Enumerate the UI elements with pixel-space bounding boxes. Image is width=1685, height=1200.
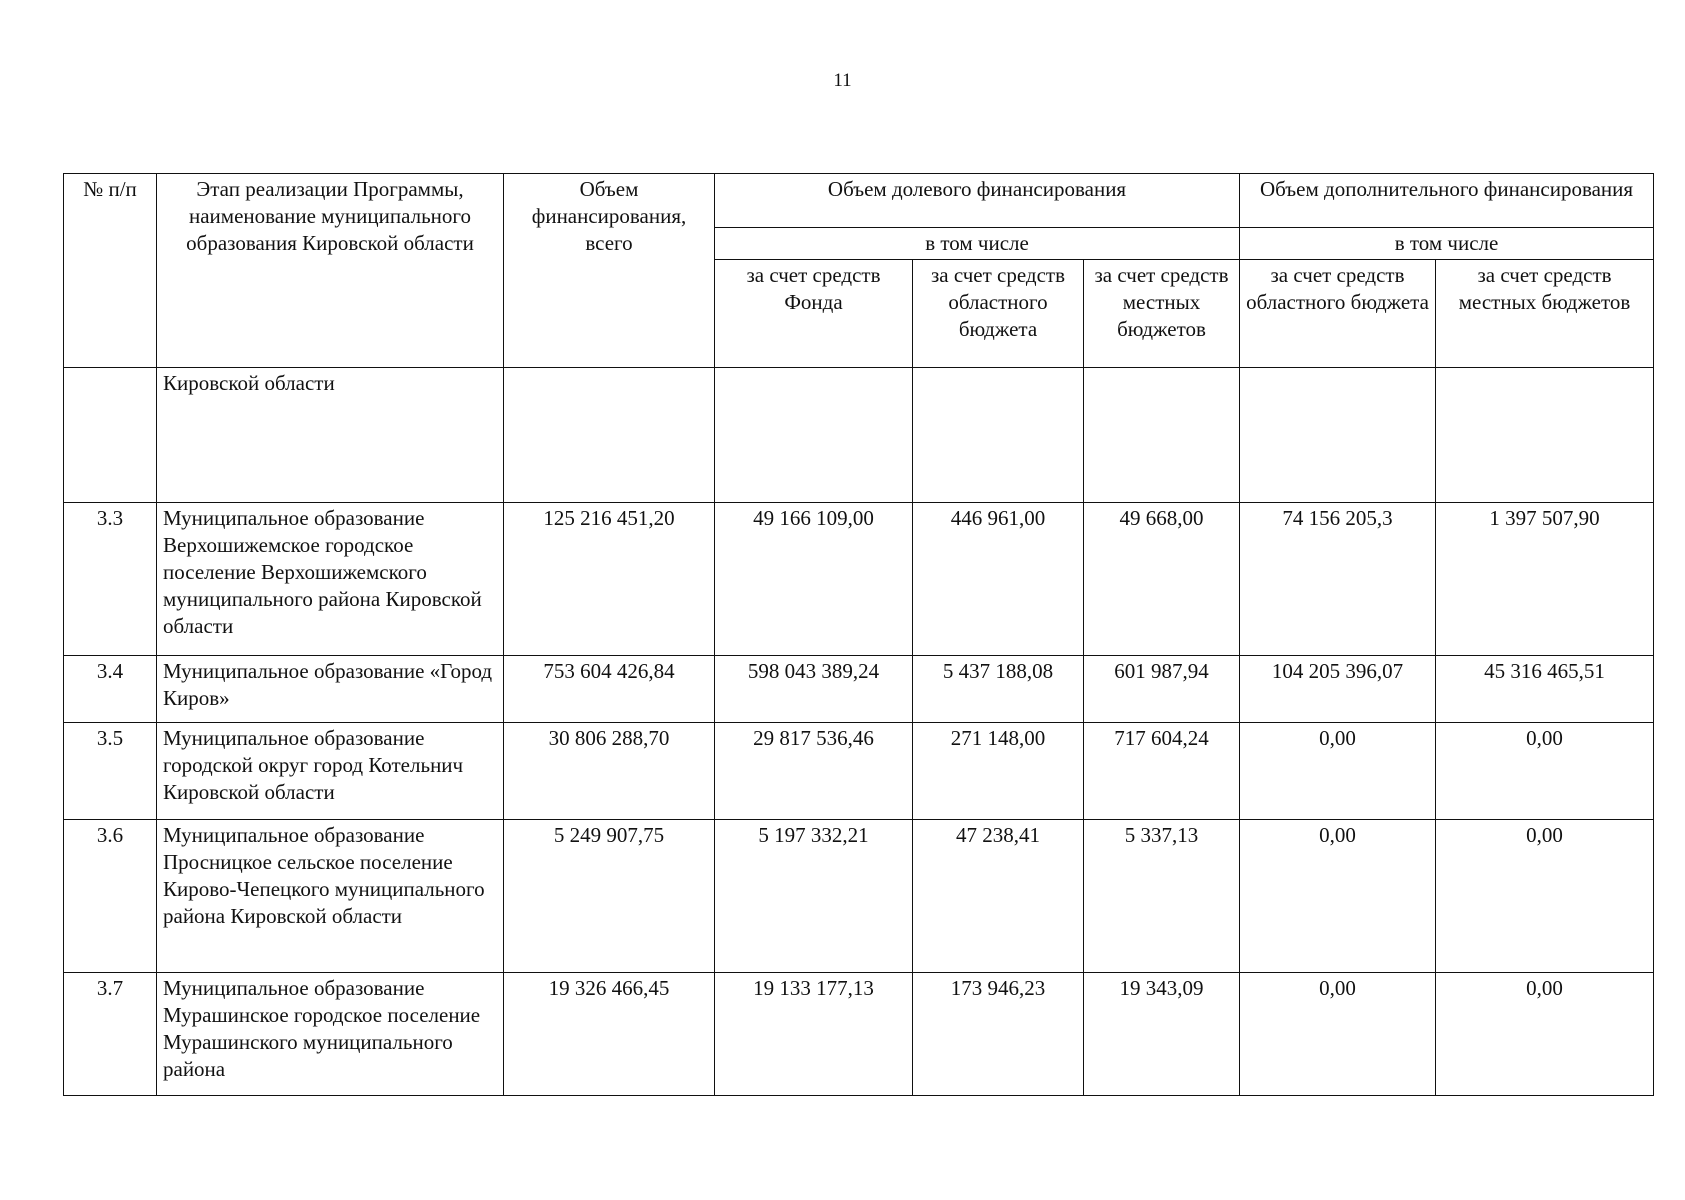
cell-regional: 446 961,00	[913, 503, 1084, 656]
cell-local: 49 668,00	[1084, 503, 1240, 656]
header-col-add-local: за счет средств местных бюджетов	[1436, 260, 1654, 368]
cell-add-local: 0,00	[1436, 723, 1654, 820]
cell-total: 30 806 288,70	[504, 723, 715, 820]
cell-add-regional: 74 156 205,3	[1240, 503, 1436, 656]
table-header	[64, 174, 1654, 368]
header-col-total: Объем финансирования, всего	[504, 174, 715, 368]
header-additional-incl: в том числе	[1240, 228, 1654, 260]
cell-regional: 47 238,41	[913, 820, 1084, 973]
cell-name: Муниципальное образование городской округ город Котельнич Кировской области	[157, 723, 504, 820]
cell-local	[1084, 368, 1240, 503]
table-row-continuation	[64, 368, 1654, 503]
table-row	[64, 820, 1654, 973]
cell-add-local	[1436, 368, 1654, 503]
cell-number	[64, 368, 157, 503]
cell-add-regional: 0,00	[1240, 820, 1436, 973]
header-col-number: № п/п	[64, 174, 157, 368]
cell-add-regional: 104 205 396,07	[1240, 656, 1436, 723]
header-col-regional: за счет средств областного бюджета	[913, 260, 1084, 368]
cell-name: Муниципальное образование Верхошижемское городское поселение Верхошижемского муниципального района Кировской области	[157, 503, 504, 656]
cell-fund	[715, 368, 913, 503]
cell-number: 3.4	[64, 656, 157, 723]
cell-name: Муниципальное образование «Город Киров»	[157, 656, 504, 723]
cell-regional	[913, 368, 1084, 503]
header-col-fund: за счет средств Фонда	[715, 260, 913, 368]
cell-number: 3.5	[64, 723, 157, 820]
header-col-add-regional: за счет средств областного бюджета	[1240, 260, 1436, 368]
cell-number: 3.6	[64, 820, 157, 973]
cell-regional: 173 946,23	[913, 973, 1084, 1096]
table-row	[64, 973, 1654, 1096]
cell-name: Муниципальное образование Просницкое сельское поселение Кирово-Чепецкого муниципального района Кировской области	[157, 820, 504, 973]
cell-fund: 19 133 177,13	[715, 973, 913, 1096]
cell-local: 717 604,24	[1084, 723, 1240, 820]
cell-add-regional: 0,00	[1240, 723, 1436, 820]
cell-name: Муниципальное образование Мурашинское городское поселение Мурашинского муниципального района	[157, 973, 504, 1096]
cell-fund: 5 197 332,21	[715, 820, 913, 973]
cell-fund: 598 043 389,24	[715, 656, 913, 723]
cell-total	[504, 368, 715, 503]
page-number: 11	[833, 70, 852, 91]
cell-local: 19 343,09	[1084, 973, 1240, 1096]
cell-local: 5 337,13	[1084, 820, 1240, 973]
cell-total: 125 216 451,20	[504, 503, 715, 656]
cell-number: 3.7	[64, 973, 157, 1096]
header-shared-incl: в том числе	[715, 228, 1240, 260]
cell-regional: 271 148,00	[913, 723, 1084, 820]
header-col-local: за счет средств местных бюджетов	[1084, 260, 1240, 368]
cell-total: 5 249 907,75	[504, 820, 715, 973]
header-group-shared: Объем долевого финансирования	[715, 174, 1240, 228]
cell-add-local: 45 316 465,51	[1436, 656, 1654, 723]
header-group-additional: Объем дополнительного финансирования	[1240, 174, 1654, 228]
cell-number: 3.3	[64, 503, 157, 656]
cell-local: 601 987,94	[1084, 656, 1240, 723]
table-body	[64, 368, 1654, 1096]
cell-fund: 49 166 109,00	[715, 503, 913, 656]
cell-fund: 29 817 536,46	[715, 723, 913, 820]
cell-add-regional: 0,00	[1240, 973, 1436, 1096]
cell-add-local: 0,00	[1436, 820, 1654, 973]
table-row	[64, 503, 1654, 656]
cell-regional: 5 437 188,08	[913, 656, 1084, 723]
table-row	[64, 656, 1654, 723]
header-col-stage: Этап реализации Программы, наименование муниципального образования Кировской области	[157, 174, 504, 368]
financing-table	[63, 173, 1654, 1096]
table-row	[64, 723, 1654, 820]
cell-name: Кировской области	[157, 368, 504, 503]
cell-add-regional	[1240, 368, 1436, 503]
cell-total: 753 604 426,84	[504, 656, 715, 723]
cell-add-local: 0,00	[1436, 973, 1654, 1096]
cell-total: 19 326 466,45	[504, 973, 715, 1096]
cell-add-local: 1 397 507,90	[1436, 503, 1654, 656]
